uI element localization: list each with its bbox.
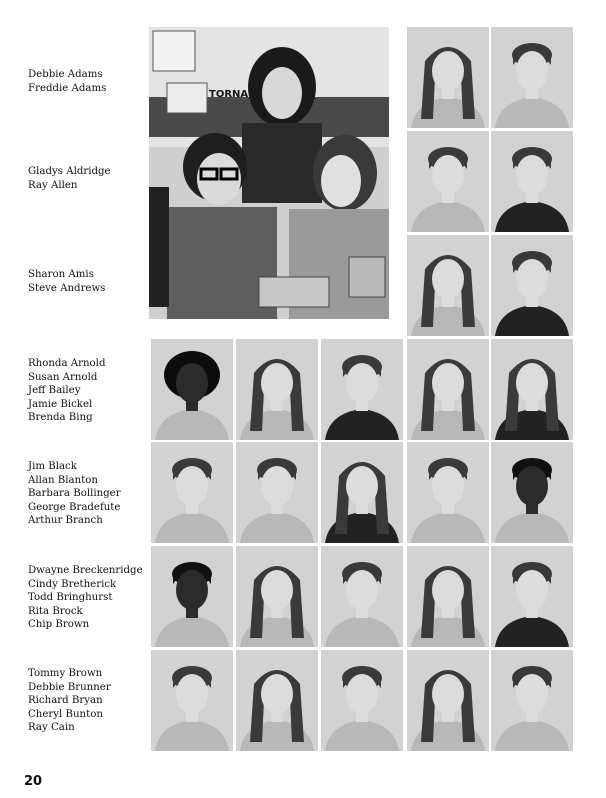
name-group-2 bbox=[28, 165, 146, 192]
candid-lab-photo bbox=[149, 27, 389, 319]
student-portrait bbox=[151, 442, 233, 543]
student-name: Allan Blanton bbox=[28, 474, 98, 486]
student-name: Jeff Bailey bbox=[28, 385, 81, 397]
student-portrait bbox=[321, 442, 403, 543]
student-name: Brenda Bing bbox=[28, 412, 93, 424]
student-portrait bbox=[491, 131, 573, 232]
student-name: Freddie Adams bbox=[28, 82, 107, 94]
student-portrait bbox=[236, 339, 318, 440]
name-group-1 bbox=[28, 68, 146, 95]
student-name: Jim Black bbox=[28, 461, 77, 472]
student-portrait bbox=[407, 235, 489, 336]
student-name: Debbie Adams bbox=[28, 69, 103, 80]
student-name: Debbie Brunner bbox=[28, 681, 111, 693]
student-portrait bbox=[407, 131, 489, 232]
student-portrait bbox=[321, 650, 403, 751]
student-portrait bbox=[407, 27, 489, 128]
student-portrait bbox=[407, 442, 489, 543]
poster-sign-text: TORNA bbox=[209, 89, 249, 100]
student-portrait bbox=[151, 546, 233, 647]
student-name: Ray Allen bbox=[28, 179, 78, 191]
student-name: Chip Brown bbox=[28, 619, 90, 631]
student-name: Tommy Brown bbox=[28, 668, 103, 679]
student-portrait bbox=[151, 339, 233, 440]
page-number: 20 bbox=[24, 774, 43, 789]
student-portrait bbox=[491, 546, 573, 647]
student-name: Rhonda Arnold bbox=[28, 358, 106, 369]
student-portrait bbox=[491, 235, 573, 336]
name-group-7 bbox=[28, 667, 146, 735]
student-portrait bbox=[236, 650, 318, 751]
student-portrait bbox=[151, 650, 233, 751]
student-name: Rita Brock bbox=[28, 605, 83, 617]
student-portrait bbox=[491, 27, 573, 128]
student-name: Jamie Bickel bbox=[28, 398, 93, 410]
student-name: Sharon Amis bbox=[28, 269, 94, 280]
student-portrait bbox=[236, 442, 318, 543]
student-portrait bbox=[321, 546, 403, 647]
name-group-5 bbox=[28, 460, 146, 528]
student-portrait bbox=[491, 339, 573, 440]
student-name: Richard Bryan bbox=[28, 695, 103, 707]
student-portrait bbox=[236, 546, 318, 647]
student-name: Arthur Branch bbox=[28, 515, 103, 527]
student-portrait bbox=[407, 339, 489, 440]
student-portrait bbox=[407, 546, 489, 647]
student-name: Gladys Aldridge bbox=[28, 166, 111, 177]
student-portrait bbox=[491, 442, 573, 543]
student-name: Susan Arnold bbox=[28, 371, 98, 383]
student-name: Ray Cain bbox=[28, 722, 75, 734]
name-group-4 bbox=[28, 357, 146, 425]
student-name: Cheryl Bunton bbox=[28, 708, 103, 720]
student-portrait bbox=[407, 650, 489, 751]
name-group-6 bbox=[28, 564, 146, 632]
name-group-3 bbox=[28, 268, 146, 295]
student-name: Cindy Bretherick bbox=[28, 578, 117, 590]
student-portrait bbox=[321, 339, 403, 440]
student-name: Dwayne Breckenridge bbox=[28, 565, 143, 576]
student-name: Steve Andrews bbox=[28, 282, 106, 294]
student-name: Todd Bringhurst bbox=[28, 592, 113, 604]
student-name: Barbara Bollinger bbox=[28, 488, 121, 500]
student-name: George Bradefute bbox=[28, 501, 121, 513]
student-portrait bbox=[491, 650, 573, 751]
